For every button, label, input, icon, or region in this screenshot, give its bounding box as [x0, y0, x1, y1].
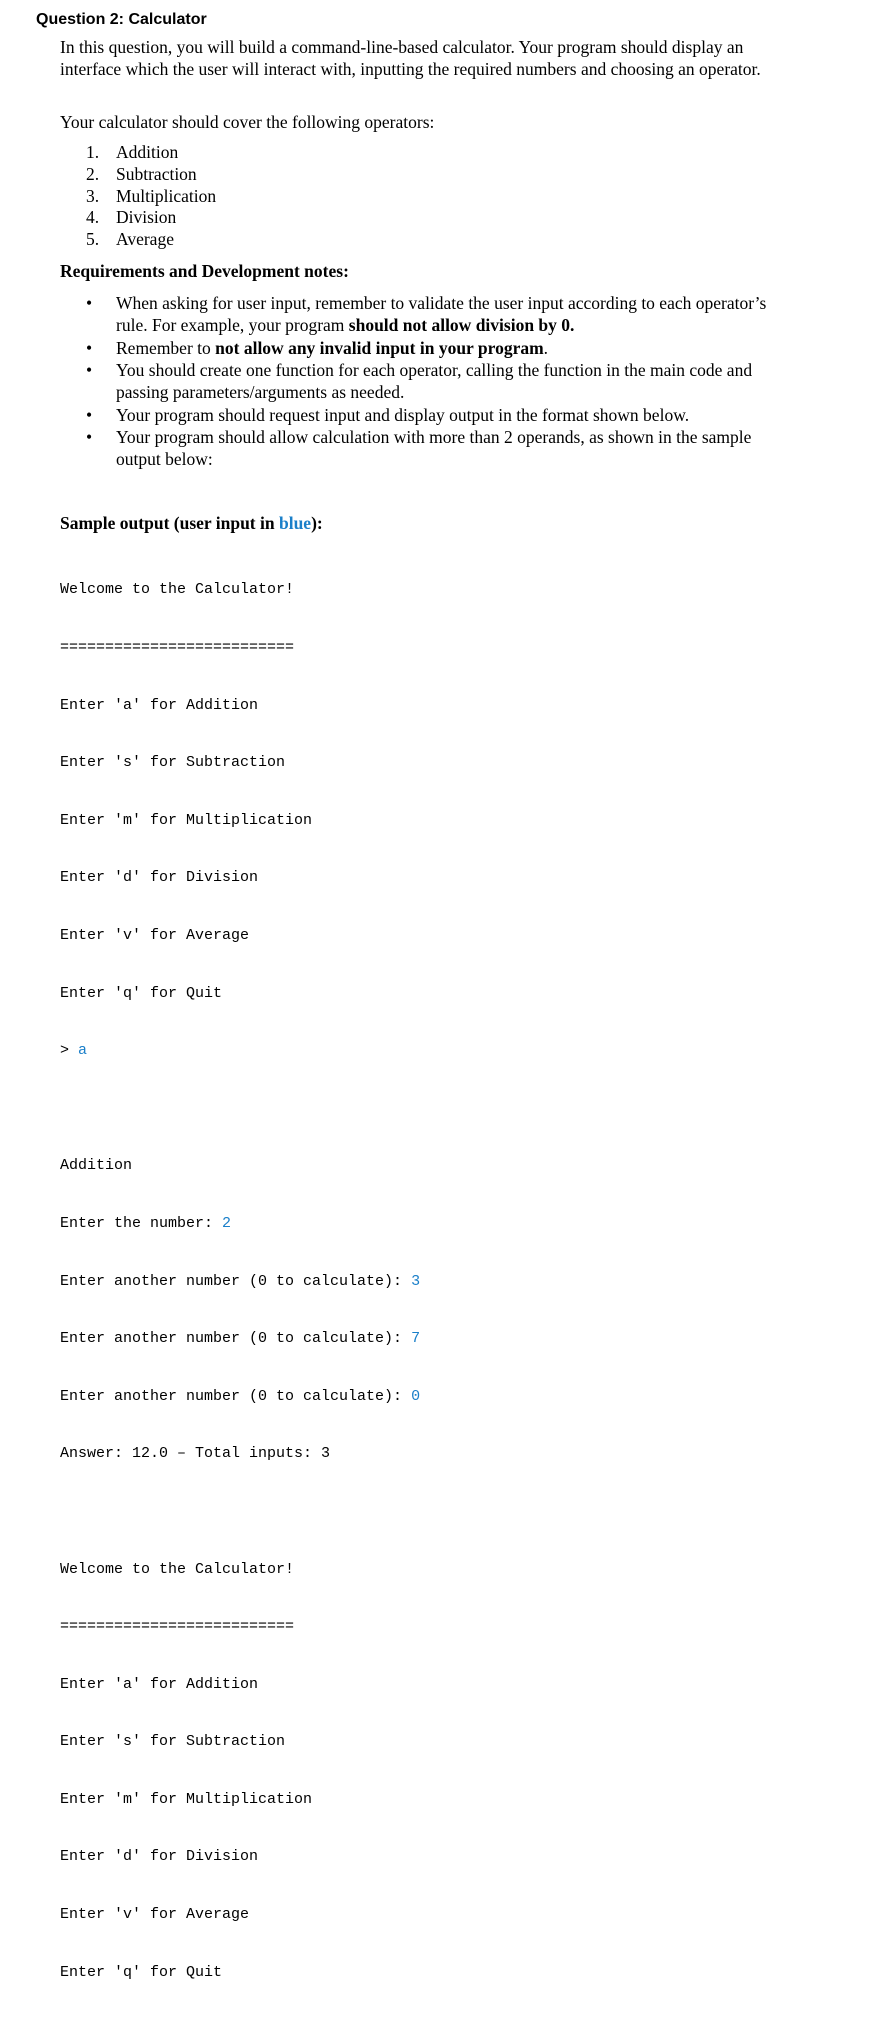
console-blank-line — [60, 1099, 420, 1118]
operator-name: Subtraction — [116, 163, 197, 184]
sample-output-heading — [60, 512, 323, 534]
note-text: You should create one function for each operator, calling the function in the main code and passing parameters/arguments as needed. — [116, 360, 753, 403]
bullet-icon: • — [86, 337, 93, 358]
note-emphasis: not allow any invalid input in your program — [215, 337, 544, 358]
note-text: When asking for user input, remember to validate the user input according to each operator’s rule. For example, your program — [116, 293, 767, 335]
note-text: . — [543, 337, 549, 358]
list-item — [86, 404, 786, 426]
operators-intro: Your calculator should cover the following operators: — [60, 112, 435, 132]
intro-paragraph: In this question, you will build a command-line-based calculator. Your program should display an interface which the user will interact with, inputting the required numbers and choosing an operator. — [60, 37, 761, 79]
console-blank-line — [60, 1502, 420, 1521]
question-title: Question 2: Calculator — [36, 11, 207, 28]
heading-text: Sample output (user input in — [60, 513, 279, 533]
list-item — [86, 359, 786, 403]
heading-text: ): — [311, 513, 323, 533]
sample-console-output — [60, 542, 420, 2020]
list-number: 5. — [86, 229, 100, 250]
console-menu-line: Enter 'd' for Division — [60, 1848, 259, 1866]
console-user-input: 0 — [411, 1387, 421, 1405]
bullet-icon: • — [86, 404, 93, 425]
console-input-line — [60, 1214, 420, 1233]
requirements-list — [86, 292, 786, 471]
console-answer-line: Answer: 12.0 – Total inputs: 3 — [60, 1445, 331, 1463]
console-line: Welcome to the Calculator! — [60, 581, 295, 599]
console-menu-line: Enter 'm' for Multiplication — [60, 811, 313, 829]
console-menu-line: Enter 's' for Subtraction — [60, 1733, 286, 1751]
list-item — [86, 337, 786, 359]
bullet-icon: • — [86, 293, 93, 313]
console-user-input: 7 — [411, 1330, 421, 1348]
console-menu-line: Enter 's' for Subtraction — [60, 754, 286, 772]
console-menu-line: Enter 'a' for Addition — [60, 696, 259, 714]
console-prompt: > — [60, 1042, 79, 1060]
console-prompt: Enter another number (0 to calculate): — [60, 1330, 412, 1348]
console-user-input: a — [78, 1042, 88, 1060]
console-user-input: 2 — [222, 1214, 232, 1232]
console-input-line — [60, 1387, 420, 1406]
list-number: 4. — [86, 207, 100, 228]
list-item — [86, 186, 216, 208]
bullet-icon: • — [86, 427, 93, 448]
console-menu-line: Enter 'v' for Average — [60, 1906, 250, 1924]
note-text: Your program should request input and display output in the format shown below. — [116, 404, 690, 425]
console-menu-line: Enter 'm' for Multiplication — [60, 1790, 313, 1808]
operator-name: Division — [116, 207, 177, 228]
bullet-icon: • — [86, 360, 93, 381]
console-menu-line: Enter 'v' for Average — [60, 926, 250, 944]
console-prompt-line — [60, 1041, 420, 1060]
list-item — [86, 229, 216, 251]
operator-list — [86, 142, 216, 251]
console-prompt: Enter another number (0 to calculate): — [60, 1387, 412, 1405]
requirements-heading: Requirements and Development notes: — [60, 261, 349, 281]
list-item — [86, 426, 786, 470]
console-menu-line: Enter 'a' for Addition — [60, 1675, 259, 1693]
list-item — [86, 164, 216, 186]
console-prompt: Enter another number (0 to calculate): — [60, 1272, 412, 1290]
list-number: 1. — [86, 142, 100, 162]
operator-name: Average — [116, 229, 174, 250]
note-text: Your program should allow calculation with more than 2 operands, as shown in the sample output below: — [116, 427, 752, 470]
console-menu-line: Enter 'd' for Division — [60, 869, 259, 887]
console-user-input: 3 — [411, 1272, 421, 1290]
console-rule: ========================== — [60, 639, 295, 656]
operator-name: Multiplication — [116, 185, 217, 206]
console-input-line — [60, 1329, 420, 1348]
console-menu-line: Enter 'q' for Quit — [60, 1963, 223, 1981]
heading-blue-word: blue — [278, 513, 312, 533]
list-number: 3. — [86, 185, 100, 206]
console-prompt: Enter the number: — [60, 1214, 223, 1232]
note-text: Remember to — [116, 337, 216, 358]
list-item — [86, 207, 216, 229]
list-number: 2. — [86, 163, 100, 184]
operator-name: Addition — [116, 142, 179, 162]
console-menu-line: Enter 'q' for Quit — [60, 984, 223, 1002]
console-input-line — [60, 1272, 420, 1291]
console-line: Welcome to the Calculator! — [60, 1560, 295, 1578]
console-rule: ========================== — [60, 1618, 295, 1636]
list-item — [86, 292, 786, 336]
list-item — [86, 142, 216, 164]
console-line: Addition — [60, 1157, 133, 1175]
note-emphasis: should not allow division by 0. — [348, 315, 575, 335]
